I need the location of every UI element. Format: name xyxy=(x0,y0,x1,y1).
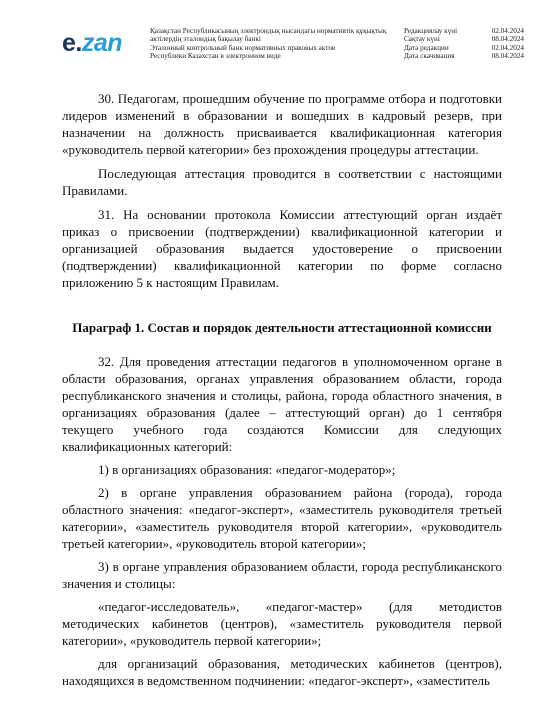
paragraph-attestation: Последующая аттестация проводится в соответствии с настоящими Правилами. xyxy=(62,166,502,198)
document-body-bottom xyxy=(62,353,502,689)
meta-value: 08.04.2024 xyxy=(491,35,524,44)
logo-e: e xyxy=(62,29,76,57)
meta-label: Редакциялау күні xyxy=(404,27,458,35)
paragraph-31: 31. На основании протокола Комиссии аттестующий орган издаёт приказ о присвоении (подтверждении) квалификационной категории и организацией образования выдается удостоверение о присвоении (подтверждении) квалификационной категории по форме согласно приложению 5 к настоящим Правилам. xyxy=(62,207,502,290)
logo-dot: . xyxy=(75,29,82,57)
registry-line: Эталонный контрольный банк нормативных правовых актов xyxy=(150,43,336,52)
registry-line: Қазақстан Республикасының электрондық нысандағы нормативтік құқықтық xyxy=(150,27,387,35)
meta-label: Дата редакции xyxy=(404,43,449,52)
meta-value: 02.04.2024 xyxy=(491,43,524,52)
list-item-3-categories: «педагог-исследователь», «педагог-мастер» (для методистов методических кабинетов (центров), «заместитель руководителя первой категории», «руководитель первой категории»; xyxy=(62,599,502,648)
ezan-logo[interactable] xyxy=(62,28,122,58)
list-item-3-subordinate: для организаций образования, методических кабинетов (центров), находящихся в ведомственном подчинении: «педагог-эксперт», «заместитель xyxy=(62,656,502,688)
meta-row xyxy=(404,44,524,52)
meta-label: Сақтау күні xyxy=(404,35,440,44)
document-body-top xyxy=(62,90,502,291)
paragraph-32: 32. Для проведения аттестации педагогов в уполномоченном органе в области образования, органах управления образованием области, города республиканского значения и столицы, района, города областного значения, в организациях образования (далее – аттестующий орган) до 1 сентября текущего учебного года создаются Комиссии для следующих квалификационных категорий: xyxy=(62,354,502,454)
meta-row xyxy=(404,35,524,43)
list-item-3: 3) в органе управления образованием области, города республиканского значения и столицы: xyxy=(62,559,502,591)
meta-row xyxy=(404,52,524,60)
meta-label: Дата скачивания xyxy=(404,51,455,60)
document-header xyxy=(0,0,557,80)
list-item-1: 1) в организациях образования: «педагог-модератор»; xyxy=(98,462,396,477)
paragraph-30: 30. Педагогам, прошедшим обучение по программе отбора и подготовки лидеров изменений в образовании и вошедших в кадровый резерв, при назначении на должность присваивается квалификационная категория «руководитель первой категории» без прохождения процедуры аттестации. xyxy=(62,91,502,157)
registry-line: актілердің эталондық бақылау банкі xyxy=(150,35,261,44)
registry-line: Республики Казахстан в электронном виде xyxy=(150,51,281,60)
section-heading: Параграф 1. Состав и порядок деятельности аттестационной комиссии xyxy=(72,320,492,335)
registry-description xyxy=(150,27,390,60)
date-metadata xyxy=(404,27,524,60)
list-item-2: 2) в органе управления образованием района (города), города областного значения: «педагог-эксперт», «заместитель руководителя третьей категории», «заместитель руководителя второй категории», «руководитель третьей категории», «руководитель второй категории»; xyxy=(62,485,502,551)
meta-value: 02.04.2024 xyxy=(491,27,524,35)
meta-row xyxy=(404,27,524,35)
meta-value: 08.04.2024 xyxy=(491,51,524,60)
logo-zan: zan xyxy=(81,29,123,57)
